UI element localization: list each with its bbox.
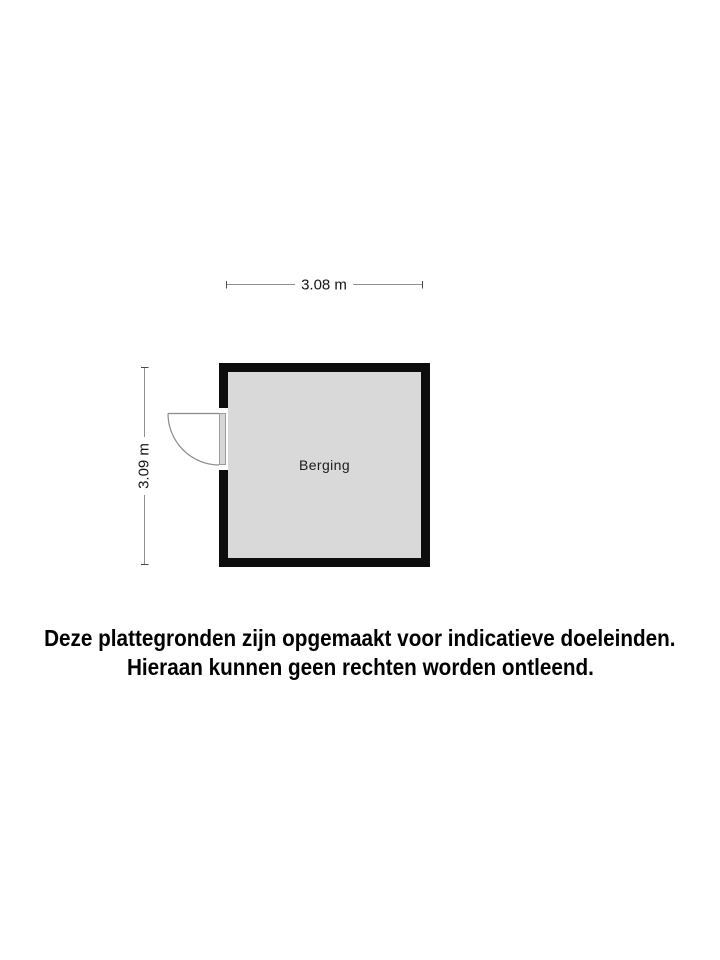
- disclaimer: [0, 624, 720, 682]
- height-dimension-label: 3.09 m: [135, 437, 154, 495]
- disclaimer-line-1-text: Deze plattegronden zijn opgemaakt voor indicatieve doeleinden.: [44, 625, 676, 651]
- door-swing-arc: [168, 414, 220, 466]
- width-dimension-label: 3.08 m: [295, 276, 353, 295]
- room-berging: [219, 363, 430, 567]
- disclaimer-line-1: [0, 624, 720, 653]
- room-label: Berging: [298, 457, 351, 473]
- disclaimer-line-2-text: Hieraan kunnen geen rechten worden ontleend.: [126, 654, 594, 680]
- door-jamb: [219, 413, 226, 465]
- disclaimer-line-2: [0, 653, 720, 682]
